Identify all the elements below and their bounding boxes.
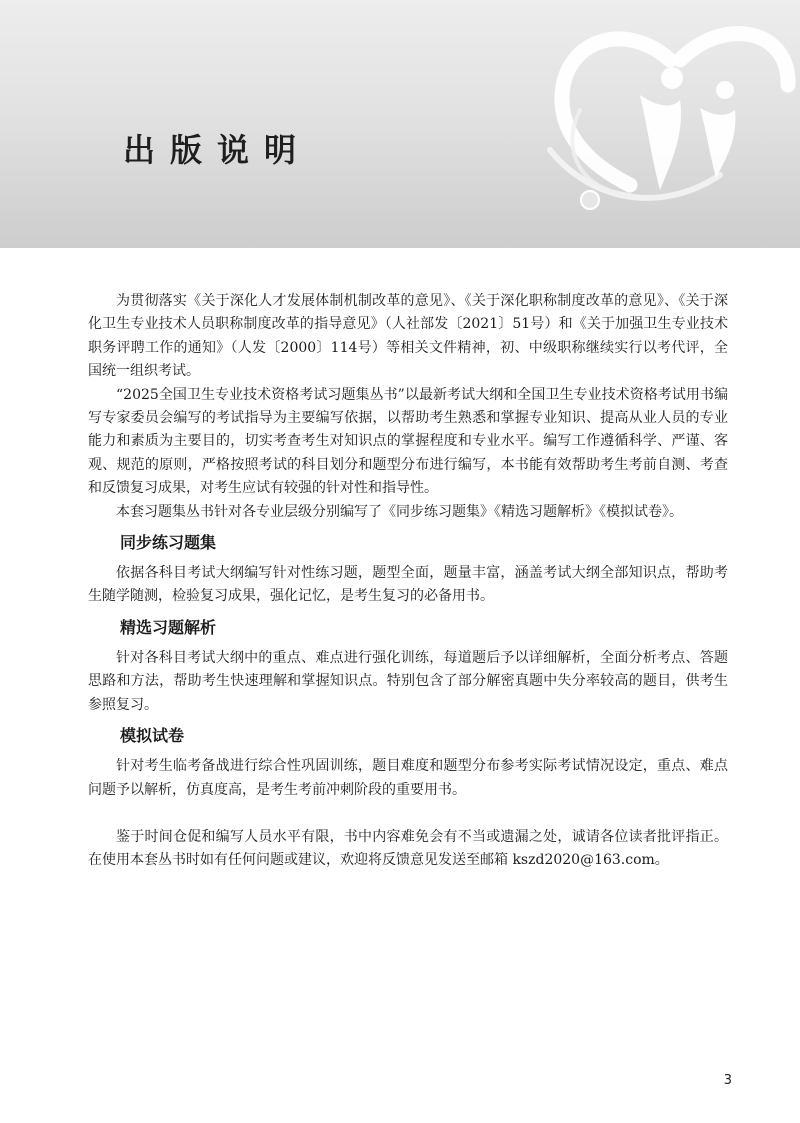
intro-paragraph: 为贯彻落实《关于深化人才发展体制机制改革的意见》、《关于深化职称制度改革的意见》、《关于深化卫生专业技术人员职称制度改革的指导意见》（人社部发〔2021〕51号）和《关于加强卫生专业技术职务评聘工作的通知》（人发〔2000〕114号）等相关文件精神，初、中级职称继续实行以考代评，全国统一组织考试。 [88, 293, 728, 380]
section-body: 依据各科目考试大纲编写针对性练习题，题型全面，题量丰富，涵盖考试大纲全部知识点，帮助考生随学随测，检验复习成果，强化记忆，是考生复习的必备用书。 [88, 565, 728, 605]
section-heading: 精选习题解析 [120, 617, 217, 637]
page-title: 出版说明 [123, 131, 312, 169]
header-banner [0, 0, 800, 248]
closing-paragraph: 鉴于时间仓促和编写人员水平有限，书中内容难免会有不当或遗漏之处，诚请各位读者批评指正。在使用本套丛书时如有任何问题或建议，欢迎将反馈意见发送至邮箱 kszd2020@163.com。 [88, 828, 728, 869]
intro-paragraph: “2025全国卫生专业技术资格考试习题集丛书”以最新考试大纲和全国卫生专业技术资格考试用书编写专家委员会编写的考试指导为主要编写依据，以帮助考生熟悉和掌握专业知识、提高从业人员的专业能力和素质为主要目的，切实考查考生对知识点的掌握程度和专业水平。编写工作遵循科学、严谨、客观、规范的原则，严格按照考试的科目划分和题型分布进行编写，本书能有效帮助考生考前自测、考查和反馈复习成果，对考生应试有较强的针对性和指导性。 [88, 386, 728, 497]
section-heading: 模拟试卷 [120, 726, 185, 746]
section-heading: 同步练习题集 [120, 533, 217, 553]
section-body: 针对考生临考备战进行综合性巩固训练，题目难度和题型分布参考实际考试情况设定，重点、难点问题予以解析，仿真度高，是考生考前冲刺阶段的重要用书。 [88, 758, 728, 798]
stethoscope-heart-family-icon [520, 0, 800, 230]
section-body: 针对各科目考试大纲中的重点、难点进行强化训练，每道题后予以详细解析，全面分析考点、答题思路和方法，帮助考生快速理解和掌握知识点。特别包含了部分解密真题中失分率较高的题目，供考生参照复习。 [88, 649, 728, 713]
intro-paragraph: 本套习题集丛书针对各专业层级分别编写了《同步练习题集》《精选习题解析》《模拟试卷》。 [116, 503, 683, 520]
page-number: 3 [723, 1073, 732, 1088]
main-content [88, 290, 728, 873]
